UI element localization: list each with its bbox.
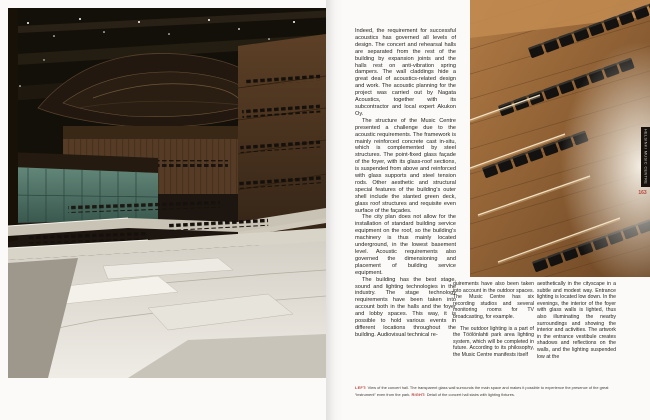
page-number: 163 — [638, 190, 647, 196]
caption-left-text: View of the concert hall. The transparent glass wall surrounds the main space and makes it possible to experience the presence of the great “instrument” even from the park. — [355, 385, 609, 397]
paragraph: The building has the best stage, sound and lighting technologies in the industry. The stage technology requirements have been taken into account both in the halls and the foyer and lobby spaces. This way, it is possible to hold various events in different locations throughout the building. Audiovisual technical re- — [355, 276, 456, 338]
paragraph: The city plan does not allow for the installation of standard building service equipment on the roof, so the building's machinery is thus mainly located underground, in the lowest basement level. Acoustic requirements also governed the dimensioning and placement of building service equipment. — [355, 214, 456, 276]
text-column-1 — [355, 28, 456, 339]
concert-hall-photo — [8, 8, 326, 378]
concert-hall-illustration — [8, 8, 326, 378]
caption-right-text: Detail of the concert hall stairs with lighting fixtures. — [425, 392, 515, 397]
chapter-edge-tab — [641, 127, 650, 187]
text-column-3 — [537, 281, 616, 360]
caption-left-label: LEFT: — [355, 385, 367, 390]
stage-floor — [8, 241, 326, 378]
photo-highlight — [470, 0, 650, 277]
photo-caption — [355, 384, 619, 398]
caption-right-label: RIGHT: — [411, 392, 426, 397]
paragraph: aesthetically in the cityscape in a subtle and modest way. Entrance lighting is located low down. In the evenings, the interior of the foyer with glass walls is lighted, thus also illuminating the nearby surroundings and showing the interior and activities. The artwork in the entrance vestibule creates shadows and reflections on the walls, and the lighting suspended low at the — [537, 281, 616, 360]
stairs-photo — [470, 0, 650, 277]
paragraph: Indeed, the requirement for successful acoustics has governed all levels of design. The concert and rehearsal halls are separated from the rest of the building by expansion joints and the halls rest on anti-vibration spring dampers. The wall claddings hide a great deal of acoustics-related design and work. The acoustic planning for the project was carried out by Nagata Acoustics, together with its subcontractor and local expert Akukon Oy. — [355, 28, 456, 117]
chapter-tab-label: HELSINKI MUSIC CENTRE — [643, 129, 648, 185]
text-column-2 — [453, 281, 534, 359]
paragraph: The outdoor lighting is a part of the Töölönlahti park area lighting system, which will be completed in future. According to its philosophy, the Music Centre manifests itself — [453, 325, 534, 358]
left-wall — [8, 8, 18, 242]
paragraph: The structure of the Music Centre presented a challenge due to the acoustic requirements. The framework is mainly reinforced concrete cast in-situ, which is complemented by steel structures. The point-fixed glass façade of the foyer, with its glass-roof sections, is suspended from above and reinforced with glass supports and steel tension rods. Other aesthetic and structural special features of the building's outer shell include the slanted green deck, glass roof structures and requisite even surface of the façades. — [355, 117, 456, 214]
paragraph: quirements have also been taken into account in the outdoor spaces. The Music Centre has six recording studios and several monitoring rooms for TV broadcasting, for example. — [453, 281, 534, 320]
stairs-illustration — [470, 0, 650, 277]
page-gutter — [326, 0, 348, 420]
